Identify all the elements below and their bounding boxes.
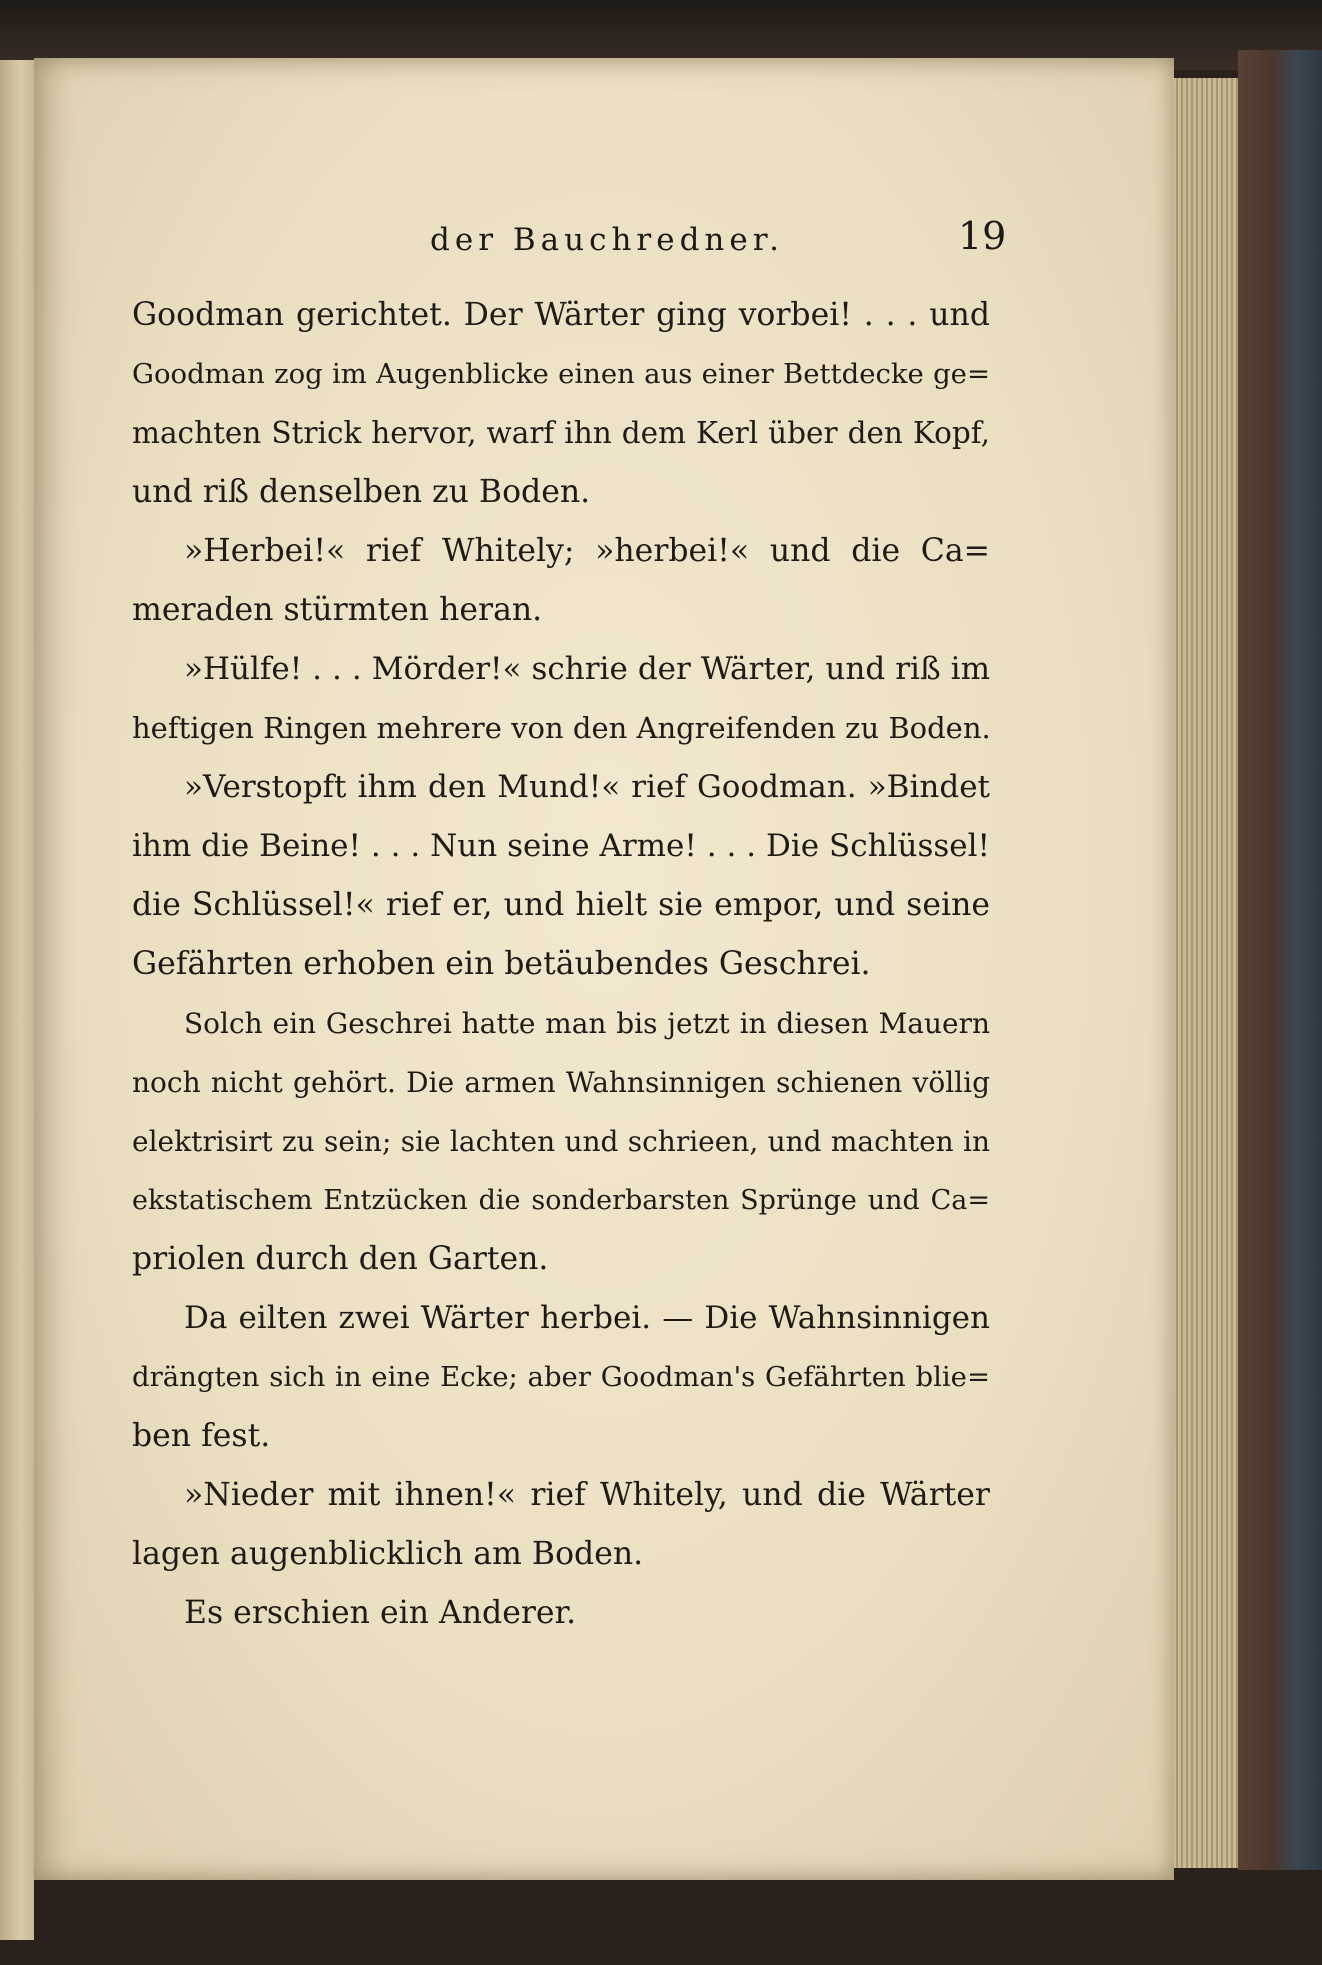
text-line: Solch ein Geschrei hatte man bis jetzt in diesen Mauern xyxy=(184,1007,990,1040)
running-head xyxy=(0,208,1322,268)
text-line: Goodman gerichtet. Der Wärter ging vorbei! . . . und xyxy=(132,297,990,333)
text-line: heftigen Ringen mehrere von den Angreifenden zu Boden. xyxy=(132,711,991,745)
text-line: Gefährten erhoben ein betäubendes Geschrei. xyxy=(132,946,871,982)
running-head-title: der Bauchredner. xyxy=(430,222,785,258)
text-line: priolen durch den Garten. xyxy=(132,1241,549,1277)
text-line: Goodman zog im Augenblicke einen aus einer Bettdecke ge= xyxy=(132,358,990,390)
text-line: noch nicht gehört. Die armen Wahnsinnigen schienen völlig xyxy=(132,1066,990,1099)
text-line: Es erschien ein Anderer. xyxy=(184,1595,577,1631)
body-text xyxy=(132,286,990,1643)
book-cover-right-edge xyxy=(1238,50,1322,1870)
text-line: »Hülfe! . . . Mörder!« schrie der Wärter, und riß im xyxy=(184,651,990,687)
page-number: 19 xyxy=(958,214,1007,258)
text-line: elektrisirt zu sein; sie lachten und schrieen, und machten in xyxy=(132,1125,990,1158)
text-line: lagen augenblicklich am Boden. xyxy=(132,1536,644,1572)
text-line: Da eilten zwei Wärter herbei. — Die Wahnsinnigen xyxy=(184,1300,990,1336)
text-line: drängten sich in eine Ecke; aber Goodman's Gefährten blie= xyxy=(132,1361,990,1393)
text-line: und riß denselben zu Boden. xyxy=(132,474,591,510)
text-line: meraden stürmten heran. xyxy=(132,592,543,628)
text-line: »Herbei!« rief Whitely; »herbei!« und die Ca= xyxy=(184,533,990,569)
facing-page-edge xyxy=(0,60,34,1940)
text-line: »Nieder mit ihnen!« rief Whitely, und die Wärter xyxy=(184,1477,990,1513)
text-line: machten Strick hervor, warf ihn dem Kerl über den Kopf, xyxy=(132,416,990,450)
text-line: ihm die Beine! . . . Nun seine Arme! . . . Die Schlüssel! xyxy=(132,828,990,864)
page-stack-edges xyxy=(1168,78,1238,1868)
text-line: ekstatischem Entzücken die sonderbarsten Sprünge und Ca= xyxy=(132,1185,990,1216)
text-line: ben fest. xyxy=(132,1418,271,1454)
text-line: die Schlüssel!« rief er, und hielt sie empor, und seine xyxy=(132,887,990,923)
text-line: »Verstopft ihm den Mund!« rief Goodman. »Bindet xyxy=(184,769,990,805)
